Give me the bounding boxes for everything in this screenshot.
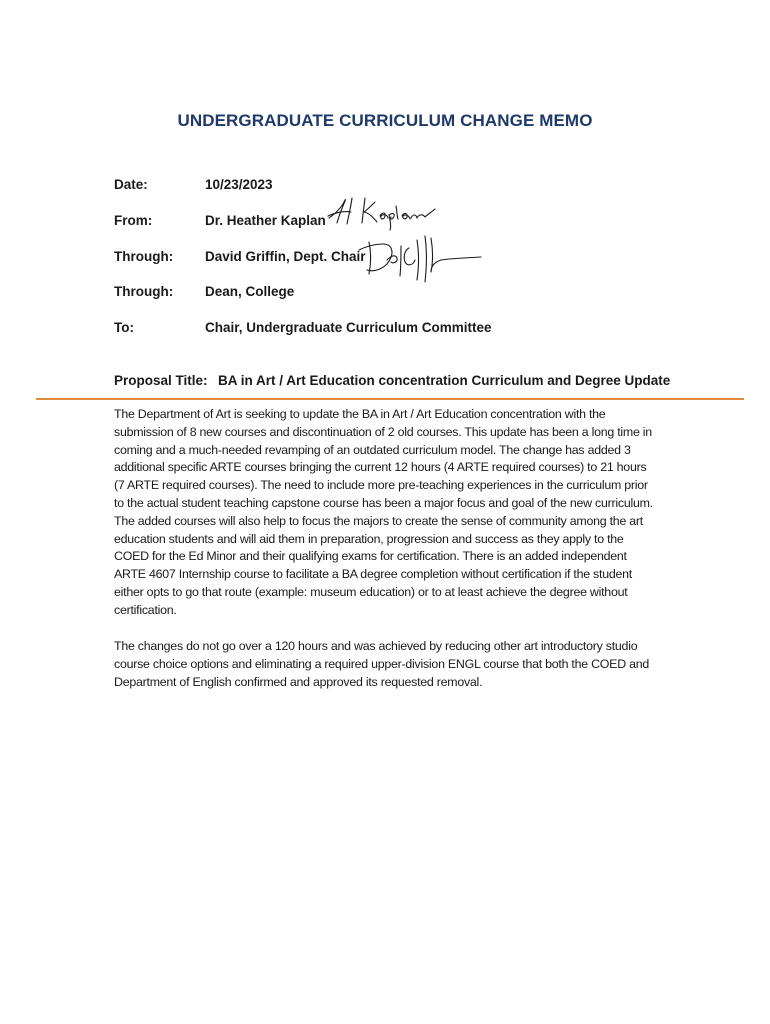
through-dean-label: Through: [114, 283, 174, 299]
griffin-signature [357, 232, 483, 286]
through-chair-row [114, 246, 366, 266]
kaplan-signature [325, 192, 437, 232]
through-chair-label: Through: [114, 248, 174, 264]
from-row [114, 210, 326, 230]
from-value: Dr. Heather Kaplan [205, 212, 326, 228]
through-chair-value: David Griffin, Dept. Chair [205, 248, 366, 264]
memo-title: UNDERGRADUATE CURRICULUM CHANGE MEMO [177, 111, 593, 130]
through-dean-value: Dean, College [205, 283, 295, 299]
proposal-label: Proposal Title: [114, 372, 208, 388]
body-paragraph-2: The changes do not go over a 120 hours and was achieved by reducing other art introductory studio course choice options and eliminating a required upper-division ENGL course that both the COED and Department of English confirmed and approved its requested removal. [114, 639, 650, 689]
from-label: From: [114, 212, 153, 228]
date-value: 10/23/2023 [205, 176, 273, 192]
date-row [114, 174, 273, 194]
to-row [114, 317, 492, 337]
through-dean-row [114, 281, 294, 301]
date-label: Date: [114, 176, 148, 192]
proposal-value: BA in Art / Art Education concentration Curriculum and Degree Update [218, 372, 671, 388]
section-divider [36, 398, 744, 400]
proposal-row [114, 370, 670, 390]
to-label: To: [114, 319, 134, 335]
body-paragraph-1: The Department of Art is seeking to update the BA in Art / Art Education concentration with the submission of 8 new courses and discontinuation of 2 old courses. This update has been a long time in coming and a much-needed revamping of an outdated curriculum model. The change has added 3 additional specific ARTE courses bringing the current 12 hours (4 ARTE required courses) to 21 hours (7 ARTE required courses). The need to include more pre-teaching experiences in the curriculum prior to the actual student teaching capstone course has been a major focus and goal of the new curriculum. The added courses will also help to focus the majors to create the sense of community among the art education students and will aid them in preparation, progression and success as they apply to the COED for the Ed Minor and their qualifying exams for certification. There is an added independent ARTE 4607 Internship course to facilitate a BA degree completion without certification if the student either opts to go that route (example: museum education) or to at least achieve the degree without certification. [114, 407, 653, 617]
to-value: Chair, Undergraduate Curriculum Committee [205, 319, 492, 335]
